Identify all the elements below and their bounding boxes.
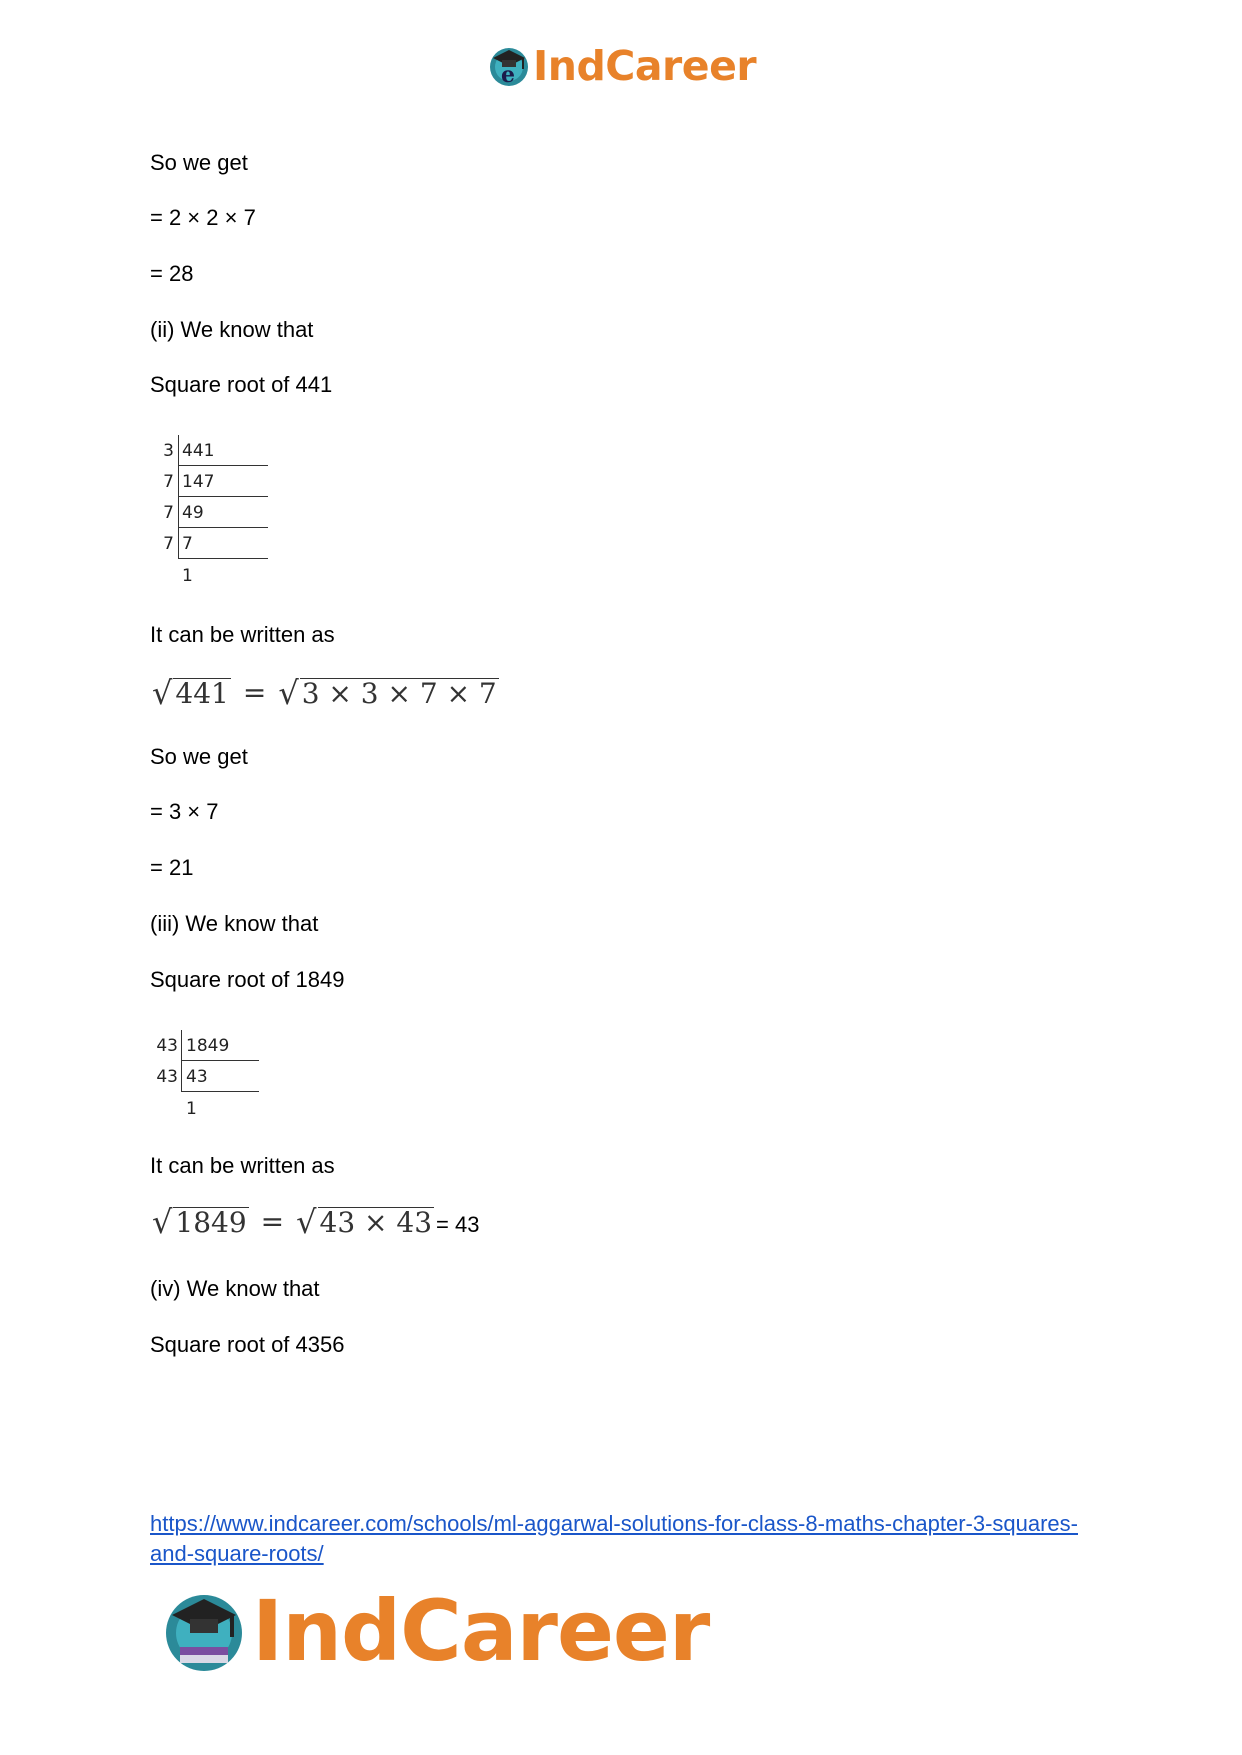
text-line: (ii) We know that xyxy=(150,317,314,342)
ladder-divisor: 7 xyxy=(163,503,174,523)
text-line: It can be written as xyxy=(150,1153,335,1178)
footer-logo-text: IndCareer xyxy=(252,1582,710,1680)
ladder-value: 7 xyxy=(182,534,193,554)
radicand: 3 × 3 × 7 × 7 xyxy=(301,677,497,710)
radicand: 441 xyxy=(175,677,229,710)
division-ladder-441 xyxy=(158,435,278,586)
radicand: 43 × 43 xyxy=(319,1206,433,1239)
ladder-quotient: 1 xyxy=(182,566,193,586)
text-line: (iii) We know that xyxy=(150,911,319,936)
graduation-cap-logo-icon xyxy=(160,1587,248,1675)
text-line: Square root of 441 xyxy=(150,372,333,397)
footer-logo xyxy=(160,1582,709,1680)
radicand: 1849 xyxy=(175,1206,247,1239)
text-line: (iv) We know that xyxy=(150,1276,320,1301)
ladder-divisor: 43 xyxy=(156,1036,178,1056)
header-logo-text: IndCareer xyxy=(533,42,757,90)
ladder-divisor: 3 xyxy=(163,441,174,461)
equation-result: = 43 xyxy=(436,1212,480,1237)
radical: √ 43 × 43 xyxy=(296,1203,433,1241)
ladder-divisor: 7 xyxy=(163,472,174,492)
ladder-value: 441 xyxy=(182,441,215,461)
division-ladder-1849 xyxy=(154,1030,274,1119)
equation-sqrt-441 xyxy=(152,674,499,712)
text-line: It can be written as xyxy=(150,622,335,647)
text-line: Square root of 1849 xyxy=(150,967,345,992)
text-line: = 3 × 7 xyxy=(150,799,219,824)
ladder-value: 147 xyxy=(182,472,215,492)
svg-text:e: e xyxy=(501,62,515,88)
radical: √ 441 xyxy=(152,674,229,712)
graduation-cap-logo-icon xyxy=(487,44,531,88)
text-line: So we get xyxy=(150,150,248,175)
equation-sqrt-1849 xyxy=(152,1203,480,1241)
ladder-divisor: 7 xyxy=(163,534,174,554)
text-line: So we get xyxy=(150,744,248,769)
radical: √ 1849 xyxy=(152,1203,247,1241)
radical: √ 3 × 3 × 7 × 7 xyxy=(278,674,497,712)
ladder-value: 1849 xyxy=(186,1036,230,1056)
text-line: = 2 × 2 × 7 xyxy=(150,205,256,230)
equals-sign: = xyxy=(242,676,267,709)
footer-source-link[interactable]: https://www.indcareer.com/schools/ml-aggarwal-solutions-for-class-8-maths-chapter-3-squares-and-square-roots/ xyxy=(150,1511,1078,1566)
ladder-value: 49 xyxy=(182,503,204,523)
text-line: Square root of 4356 xyxy=(150,1332,345,1357)
equals-sign: = xyxy=(260,1205,285,1238)
header-logo xyxy=(487,42,756,90)
text-line: = 28 xyxy=(150,261,194,286)
ladder-quotient: 1 xyxy=(186,1099,197,1119)
ladder-value: 43 xyxy=(186,1067,208,1087)
ladder-divisor: 43 xyxy=(156,1067,178,1087)
text-line: = 21 xyxy=(150,855,194,880)
